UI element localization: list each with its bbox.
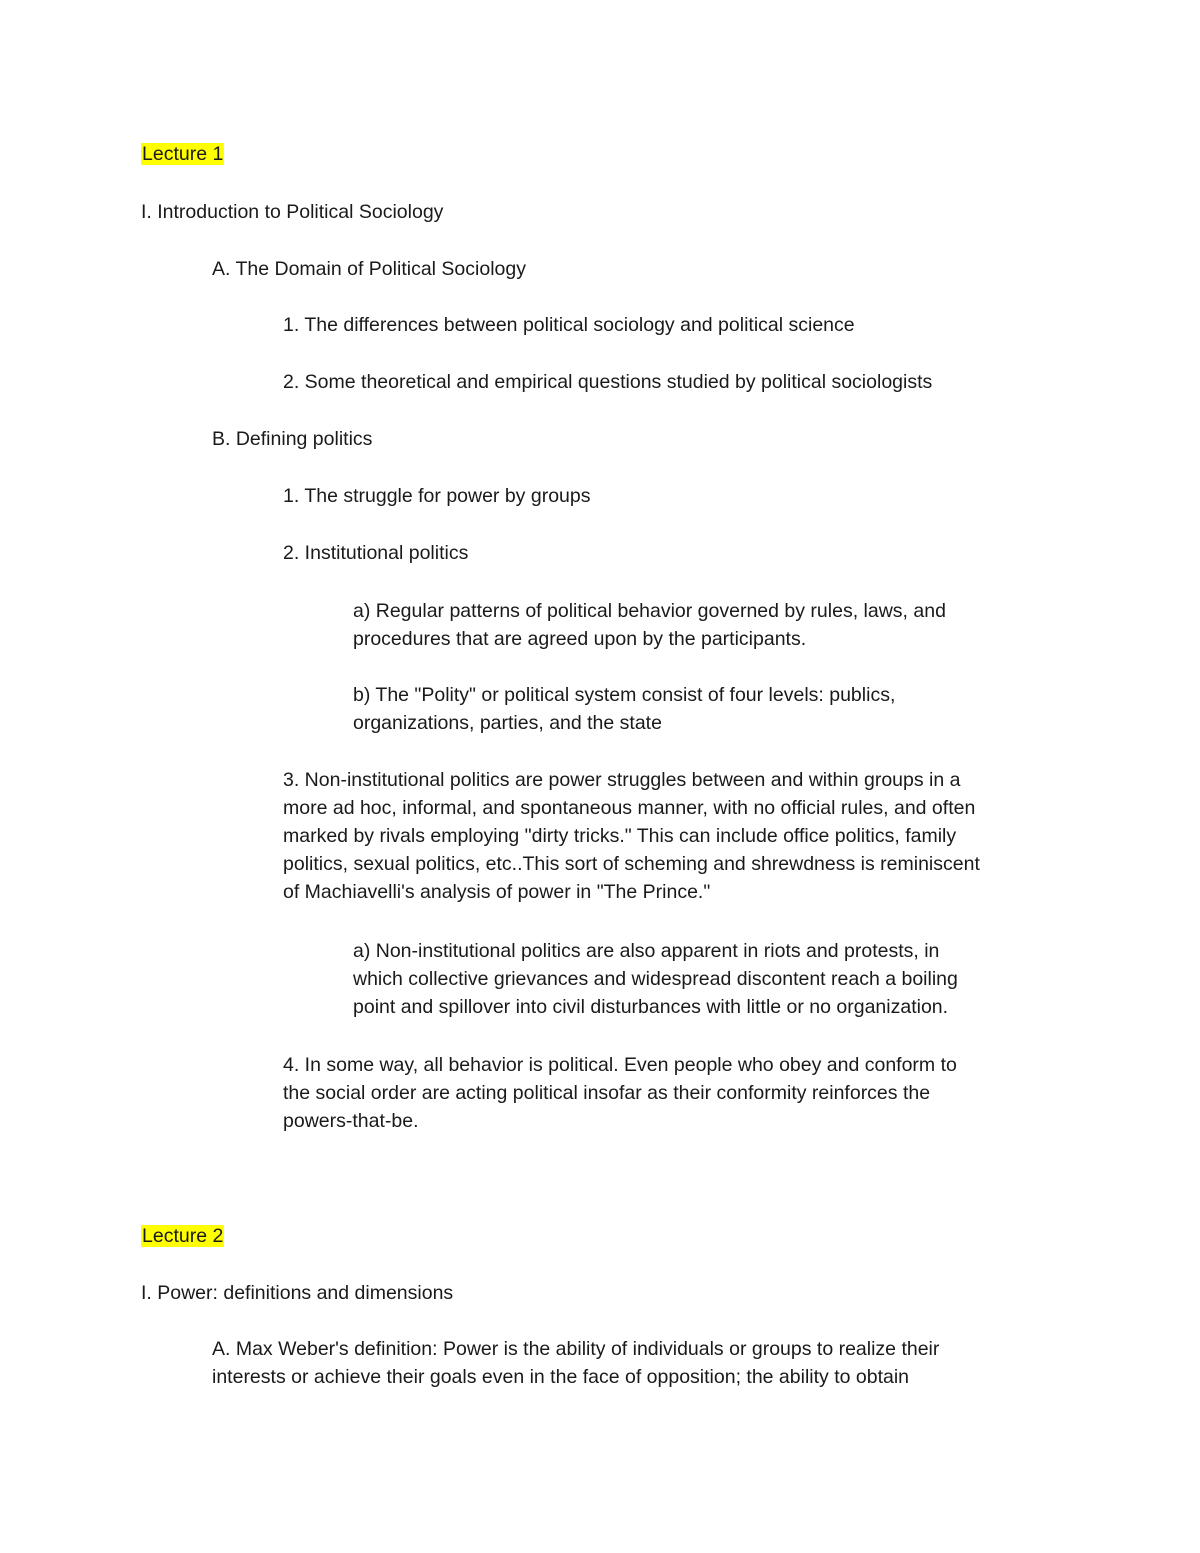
outline-item-B2b [353, 681, 895, 737]
lecture-1-heading [141, 140, 224, 168]
outline-item-B3a [353, 937, 958, 1021]
outline-section-I: I. Power: definitions and dimensions [141, 1282, 454, 1304]
outline-item-B1: 1. The struggle for power by groups [283, 485, 591, 507]
paragraph-line: marked by rivals employing "dirty tricks." This can include office politics, family [283, 825, 957, 847]
outline-item-A [212, 1335, 939, 1391]
outline-item-B3 [283, 766, 980, 906]
paragraph-line: b) The "Polity" or political system consist of four levels: publics, [353, 684, 896, 706]
paragraph-line: 3. Non-institutional politics are power struggles between and within groups in a [283, 769, 961, 791]
paragraph-line: A. Max Weber's definition: Power is the ability of individuals or groups to realize their [212, 1338, 940, 1360]
highlighted-text: Lecture 1 [142, 143, 224, 165]
paragraph-line: powers-that-be. [283, 1110, 419, 1132]
paragraph-line: more ad hoc, informal, and spontaneous manner, with no official rules, and often [283, 797, 976, 819]
paragraph-line: politics, sexual politics, etc..This sort of scheming and shrewdness is reminiscent [283, 853, 980, 875]
paragraph-line: 4. In some way, all behavior is political. Even people who obey and conform to [283, 1054, 957, 1076]
paragraph-line: a) Non-institutional politics are also apparent in riots and protests, in [353, 940, 940, 962]
paragraph-line: procedures that are agreed upon by the participants. [353, 628, 807, 650]
outline-item-B2: 2. Institutional politics [283, 542, 469, 564]
outline-item-A1: 1. The differences between political sociology and political science [283, 314, 855, 336]
paragraph-line: the social order are acting political insofar as their conformity reinforces the [283, 1082, 931, 1104]
paragraph-line: point and spillover into civil disturbances with little or no organization. [353, 996, 949, 1018]
outline-item-B2a [353, 597, 946, 653]
lecture-2-heading [141, 1222, 224, 1250]
paragraph-line: a) Regular patterns of political behavior governed by rules, laws, and [353, 600, 946, 622]
paragraph-line: which collective grievances and widespread discontent reach a boiling [353, 968, 958, 990]
paragraph-line: of Machiavelli's analysis of power in "The Prince." [283, 881, 711, 903]
highlighted-text: Lecture 2 [142, 1225, 224, 1247]
paragraph-line: interests or achieve their goals even in the face of opposition; the ability to obtain [212, 1366, 910, 1388]
outline-item-A2: 2. Some theoretical and empirical questions studied by political sociologists [283, 371, 933, 393]
outline-item-A: A. The Domain of Political Sociology [212, 258, 526, 280]
outline-item-B: B. Defining politics [212, 428, 373, 450]
paragraph-line: organizations, parties, and the state [353, 712, 662, 734]
outline-section-I: I. Introduction to Political Sociology [141, 201, 444, 223]
outline-item-B4 [283, 1051, 957, 1135]
